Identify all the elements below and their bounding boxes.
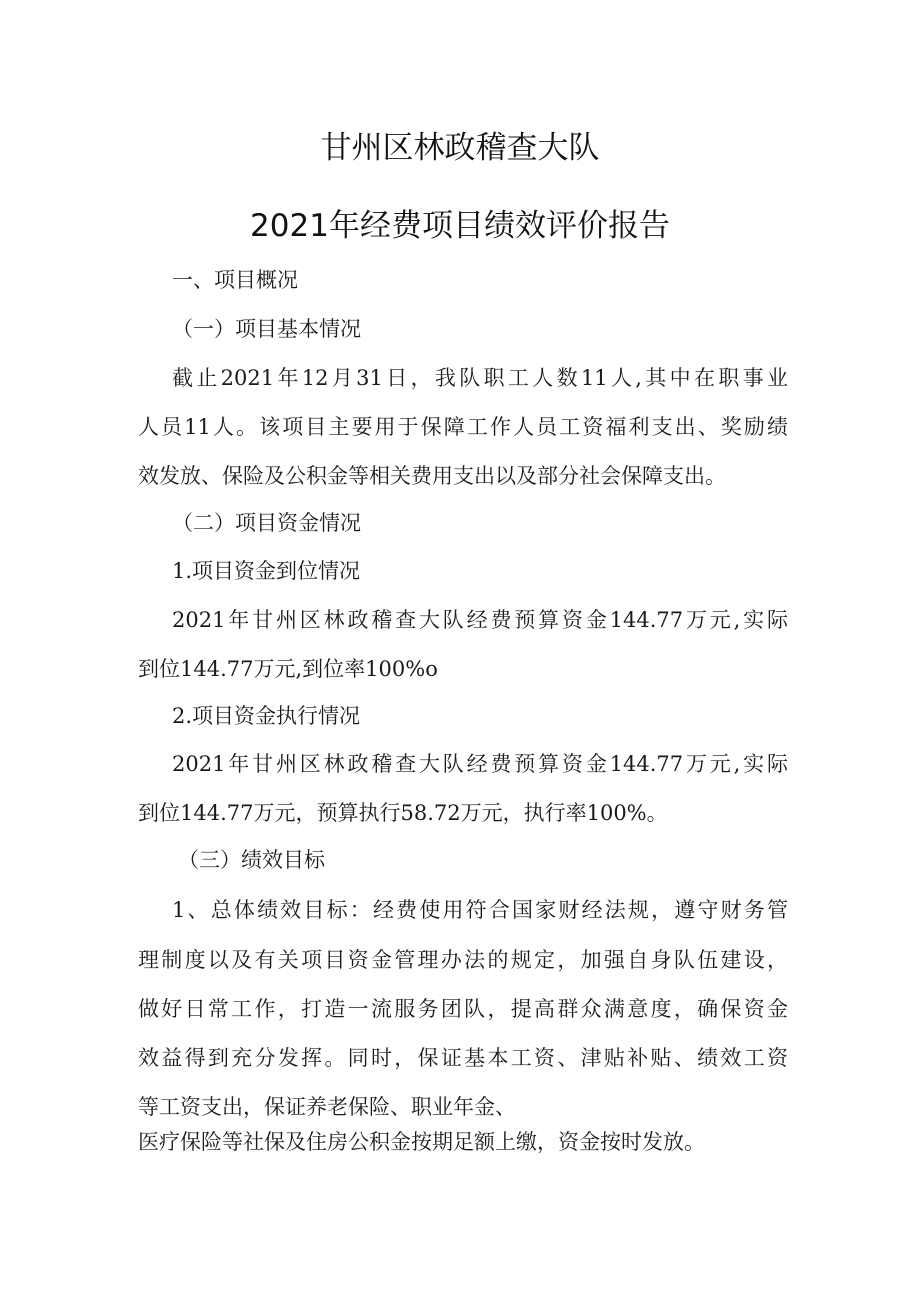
subsection-heading-funds: （二）项目资金情况 <box>172 511 361 535</box>
paragraph-line: 2021年甘州区林政稽查大队经费预算资金144.77万元,实际 <box>172 608 788 632</box>
paragraph-line: 效益得到充分发挥。同时，保证基本工资、津贴补贴、绩效工资 <box>138 1046 788 1070</box>
item-heading-funds-execution: 2.项目资金执行情况 <box>172 704 361 728</box>
paragraph-line: 人员11人。该项目主要用于保障工作人员工资福利支出、奖励绩 <box>138 415 788 439</box>
paragraph-line: 2021年甘州区林政稽查大队经费预算资金144.77万元,实际 <box>172 752 788 776</box>
paragraph-line: 做好日常工作，打造一流服务团队，提高群众满意度，确保资金 <box>138 997 788 1021</box>
section-heading-overview: 一、项目概况 <box>172 268 298 292</box>
document-title-report: 2021年经费项目绩效评价报告 <box>250 208 670 244</box>
paragraph-line: 医疗保险等社保及住房公积金按期足额上缴，资金按时发放。 <box>138 1130 705 1154</box>
paragraph-line: 理制度以及有关项目资金管理办法的规定，加强自身队伍建设， <box>138 948 788 972</box>
paragraph-line: 1、总体绩效目标：经费使用符合国家财经法规，遵守财务管 <box>172 898 788 922</box>
document-title-org: 甘州区林政稽查大队 <box>320 130 600 166</box>
paragraph-line: 效发放、保险及公积金等相关费用支出以及部分社会保障支出。 <box>138 464 726 488</box>
paragraph-line: 等工资支出，保证养老保险、职业年金、 <box>138 1095 516 1119</box>
paragraph-line: 到位144.77万元,到位率100%o <box>138 657 438 681</box>
paragraph-line: 截止2021年12月31日，我队职工人数11人,其中在职事业 <box>172 366 788 390</box>
paragraph-line: 到位144.77万元，预算执行58.72万元，执行率100%。 <box>138 801 668 825</box>
subsection-heading-performance-goals: （三）绩效目标 <box>178 848 325 872</box>
item-heading-funds-arrival: 1.项目资金到位情况 <box>172 559 361 583</box>
subsection-heading-basic-info: （一）项目基本情况 <box>172 317 361 341</box>
